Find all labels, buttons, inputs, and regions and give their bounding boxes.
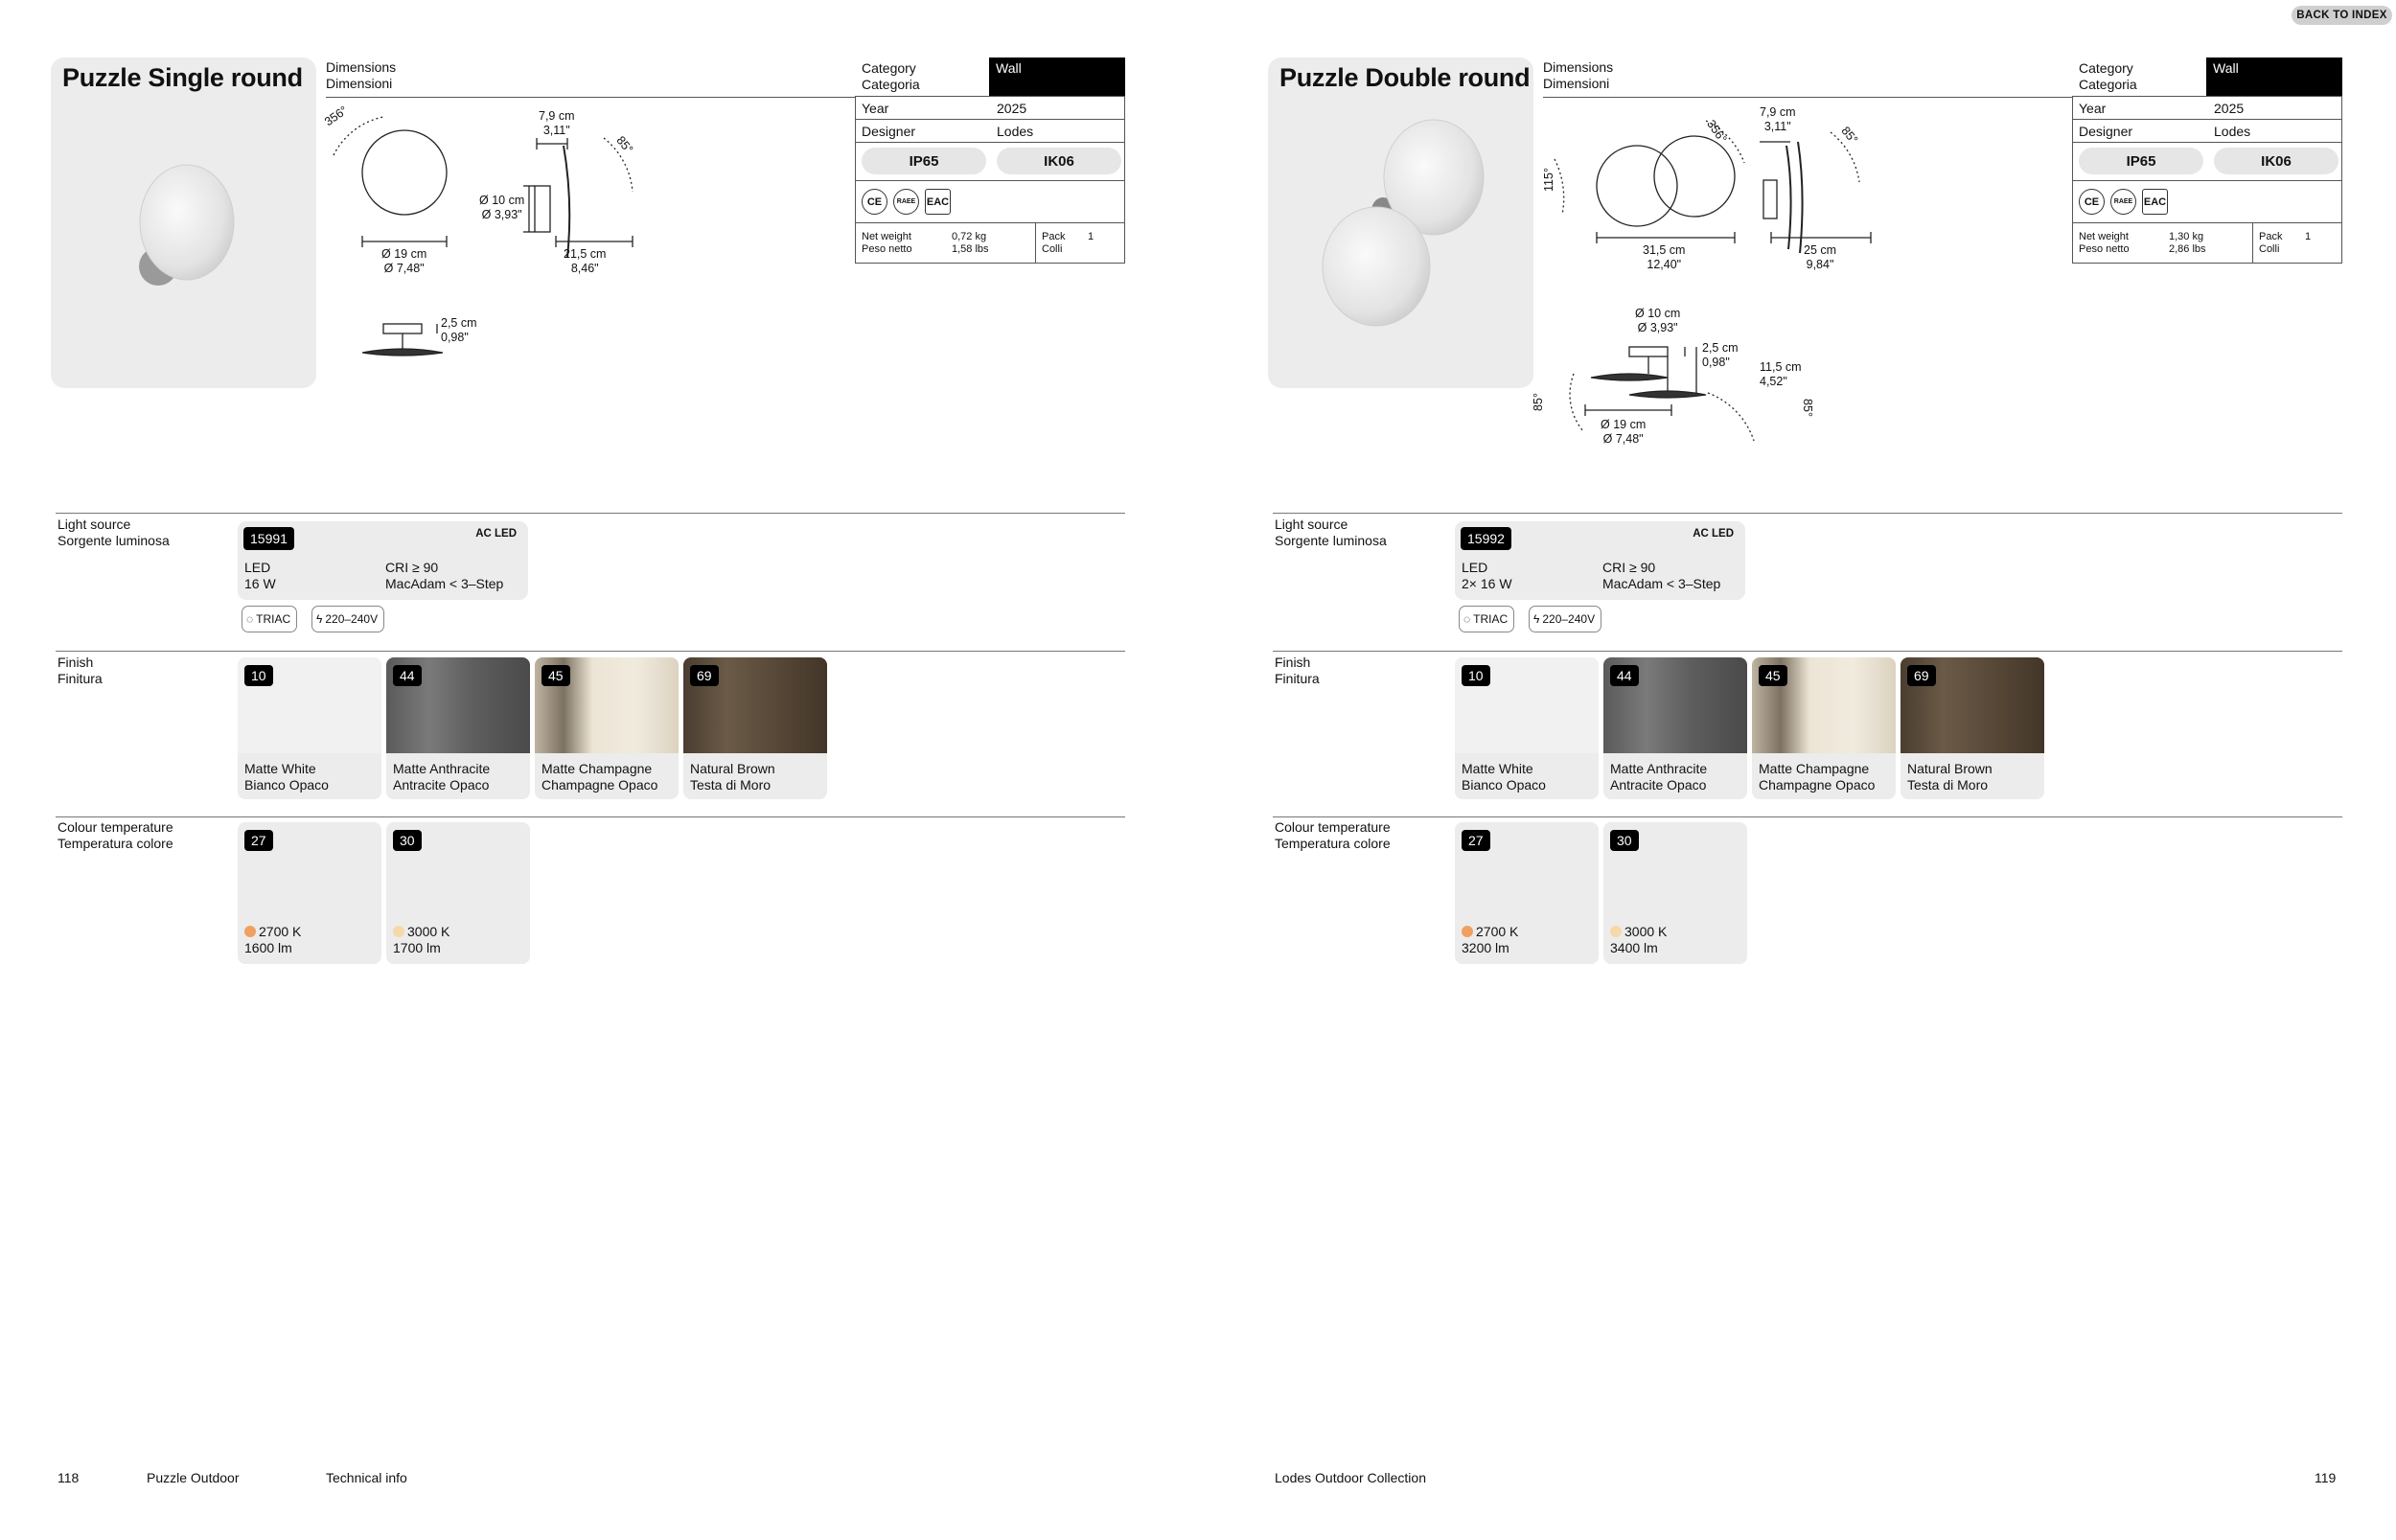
- diameter-label: Ø 19 cm Ø 7,48": [1601, 418, 1647, 446]
- finish-rule: [1273, 651, 2342, 652]
- lightning-icon: ϟ: [1533, 612, 1540, 626]
- ik-rating-badge: IK06: [997, 148, 1121, 174]
- side-length-label: 25 cm 9,84": [1804, 243, 1837, 271]
- ik-rating-badge: IK06: [2214, 148, 2338, 174]
- net-weight-value: 0,72 kg 1,58 lbs: [952, 231, 989, 255]
- warm-dot-icon: [1610, 926, 1622, 937]
- colour-temp-card-30: 30 3000 K 1700 lm: [386, 822, 530, 964]
- category-value: Wall: [2206, 57, 2342, 96]
- cri-macadam: CRI ≥ 90 MacAdam < 3–Step: [385, 560, 504, 591]
- drawing-lines: [316, 96, 853, 374]
- diameter-label: Ø 19 cm Ø 7,48": [381, 247, 427, 275]
- triac-chip: ◌ TRIAC: [242, 606, 297, 632]
- voltage-chip: ϟ 220–240V: [1529, 606, 1601, 632]
- tilt-label: 85°: [1838, 124, 1861, 147]
- lamp-image: [1268, 57, 1533, 388]
- net-weight-label: Net weight Peso netto: [2079, 231, 2130, 255]
- net-weight-label: Net weight Peso netto: [862, 231, 912, 255]
- colour-temp-card-27: 27 2700 K 1600 lm: [238, 822, 381, 964]
- warm-dot-icon: [393, 926, 404, 937]
- pack-value: 1: [2305, 231, 2312, 242]
- depth-label: 7,9 cm 3,11": [1760, 105, 1796, 133]
- ip-rating-badge: IP65: [2079, 148, 2203, 174]
- finish-swatch-44: 44 Matte Anthracite Antracite Opaco: [386, 657, 530, 799]
- colour-temp-rule: [56, 816, 1125, 817]
- finish-swatch-44: 44 Matte Anthracite Antracite Opaco: [1603, 657, 1747, 799]
- colour-temp-rule: [1273, 816, 2342, 817]
- colour-temp-label: Colour temperature Temperatura colore: [58, 819, 173, 851]
- thickness-label: 2,5 cm 0,98": [441, 316, 477, 344]
- dimmer-icon: ◌: [1463, 612, 1471, 626]
- designer-label: Designer: [862, 124, 916, 139]
- colour-temp-label: Colour temperature Temperatura colore: [1275, 819, 1391, 851]
- product-title: Puzzle Single round: [62, 63, 303, 92]
- raee-icon: RAEE: [893, 189, 919, 215]
- finish-swatch-10: 10 Matte White Bianco Opaco: [238, 657, 381, 799]
- dimensions-heading: Dimensions Dimensioni: [326, 59, 397, 91]
- ce-icon: CE: [2079, 189, 2105, 215]
- year-label: Year: [2079, 101, 2107, 116]
- height-label: 11,5 cm 4,52": [1760, 360, 1802, 388]
- light-source-card: [238, 521, 528, 600]
- light-source-label: Light source Sorgente luminosa: [58, 517, 170, 548]
- category-label: Category Categoria: [862, 60, 920, 92]
- spec-table: [855, 57, 1125, 264]
- light-source-rule: [56, 513, 1125, 514]
- finish-swatch-45: 45 Matte Champagne Champagne Opaco: [535, 657, 679, 799]
- light-source-rule: [1273, 513, 2342, 514]
- eac-icon: EAC: [2142, 189, 2168, 215]
- tilt-label: 85°: [613, 133, 636, 156]
- footer-section: Technical info: [326, 1470, 407, 1485]
- year-value: 2025: [2214, 101, 2245, 116]
- ip-rating-badge: IP65: [862, 148, 986, 174]
- cri-macadam: CRI ≥ 90 MacAdam < 3–Step: [1602, 560, 1721, 591]
- finish-swatch-10: 10 Matte White Bianco Opaco: [1455, 657, 1599, 799]
- page-number: 118: [58, 1470, 80, 1485]
- tilt-left-label: 85°: [1531, 393, 1545, 411]
- warm-dot-icon: [244, 926, 256, 937]
- led-power: LED 2× 16 W: [1462, 560, 1512, 591]
- product-thumbnail: [1268, 57, 1533, 388]
- footer-collection: Puzzle Outdoor: [147, 1470, 240, 1485]
- designer-value: Lodes: [2214, 124, 2251, 139]
- finish-label: Finish Finitura: [1275, 655, 1320, 686]
- colour-temp-card-27: 27 2700 K 3200 lm: [1455, 822, 1599, 964]
- tilt-right-label: 85°: [1800, 399, 1814, 417]
- finish-swatch-45: 45 Matte Champagne Champagne Opaco: [1752, 657, 1896, 799]
- eac-icon: EAC: [925, 189, 951, 215]
- light-source-code: 15992: [1461, 527, 1511, 550]
- side-length-label: 21,5 cm 8,46": [564, 247, 607, 275]
- raee-icon: RAEE: [2110, 189, 2136, 215]
- base-diameter-label: Ø 10 cm Ø 3,93": [1635, 307, 1681, 334]
- light-source-type: AC LED: [475, 528, 517, 540]
- depth-label: 7,9 cm 3,11": [539, 109, 575, 137]
- light-source-card: [1455, 521, 1745, 600]
- product-thumbnail: [51, 57, 316, 388]
- pack-label: Pack Colli: [1042, 231, 1066, 255]
- finish-rule: [56, 651, 1125, 652]
- net-weight-value: 1,30 kg 2,86 lbs: [2169, 231, 2206, 255]
- ce-icon: CE: [862, 189, 887, 215]
- finish-swatch-69: 69 Natural Brown Testa di Moro: [683, 657, 827, 799]
- page-right: [1217, 0, 2396, 1540]
- rotation-label: 356°: [1704, 117, 1730, 146]
- light-source-code: 15991: [243, 527, 294, 550]
- page-number: 119: [2315, 1470, 2337, 1485]
- year-label: Year: [862, 101, 889, 116]
- pack-value: 1: [1088, 231, 1094, 242]
- rotation-label: 356°: [322, 103, 351, 129]
- colour-temp-card-30: 30 3000 K 3400 lm: [1603, 822, 1747, 964]
- category-label: Category Categoria: [2079, 60, 2137, 92]
- voltage-chip: ϟ 220–240V: [311, 606, 384, 632]
- category-value: Wall: [989, 57, 1125, 96]
- spec-table: [2072, 57, 2342, 264]
- light-source-label: Light source Sorgente luminosa: [1275, 517, 1387, 548]
- year-value: 2025: [997, 101, 1027, 116]
- footer-collection: Lodes Outdoor Collection: [1275, 1470, 1426, 1485]
- dimmer-icon: ◌: [246, 612, 254, 626]
- dimensions-heading: Dimensions Dimensioni: [1543, 59, 1614, 91]
- lightning-icon: ϟ: [316, 612, 323, 626]
- light-source-type: AC LED: [1693, 528, 1734, 540]
- finish-swatch-69: 69 Natural Brown Testa di Moro: [1901, 657, 2044, 799]
- lamp-image: [51, 57, 316, 388]
- base-diameter-label: Ø 10 cm Ø 3,93": [479, 194, 525, 221]
- finish-label: Finish Finitura: [58, 655, 103, 686]
- pack-label: Pack Colli: [2259, 231, 2283, 255]
- back-to-index-button[interactable]: BACK TO INDEX: [2292, 6, 2392, 25]
- vertical-tilt-label: 115°: [1541, 168, 1555, 192]
- warm-dot-icon: [1462, 926, 1473, 937]
- led-power: LED 16 W: [244, 560, 276, 591]
- designer-value: Lodes: [997, 124, 1034, 139]
- width-label: 31,5 cm 12,40": [1643, 243, 1686, 271]
- product-title: Puzzle Double round: [1279, 63, 1531, 92]
- designer-label: Designer: [2079, 124, 2133, 139]
- thickness-label: 2,5 cm 0,98": [1702, 341, 1739, 369]
- triac-chip: ◌ TRIAC: [1459, 606, 1514, 632]
